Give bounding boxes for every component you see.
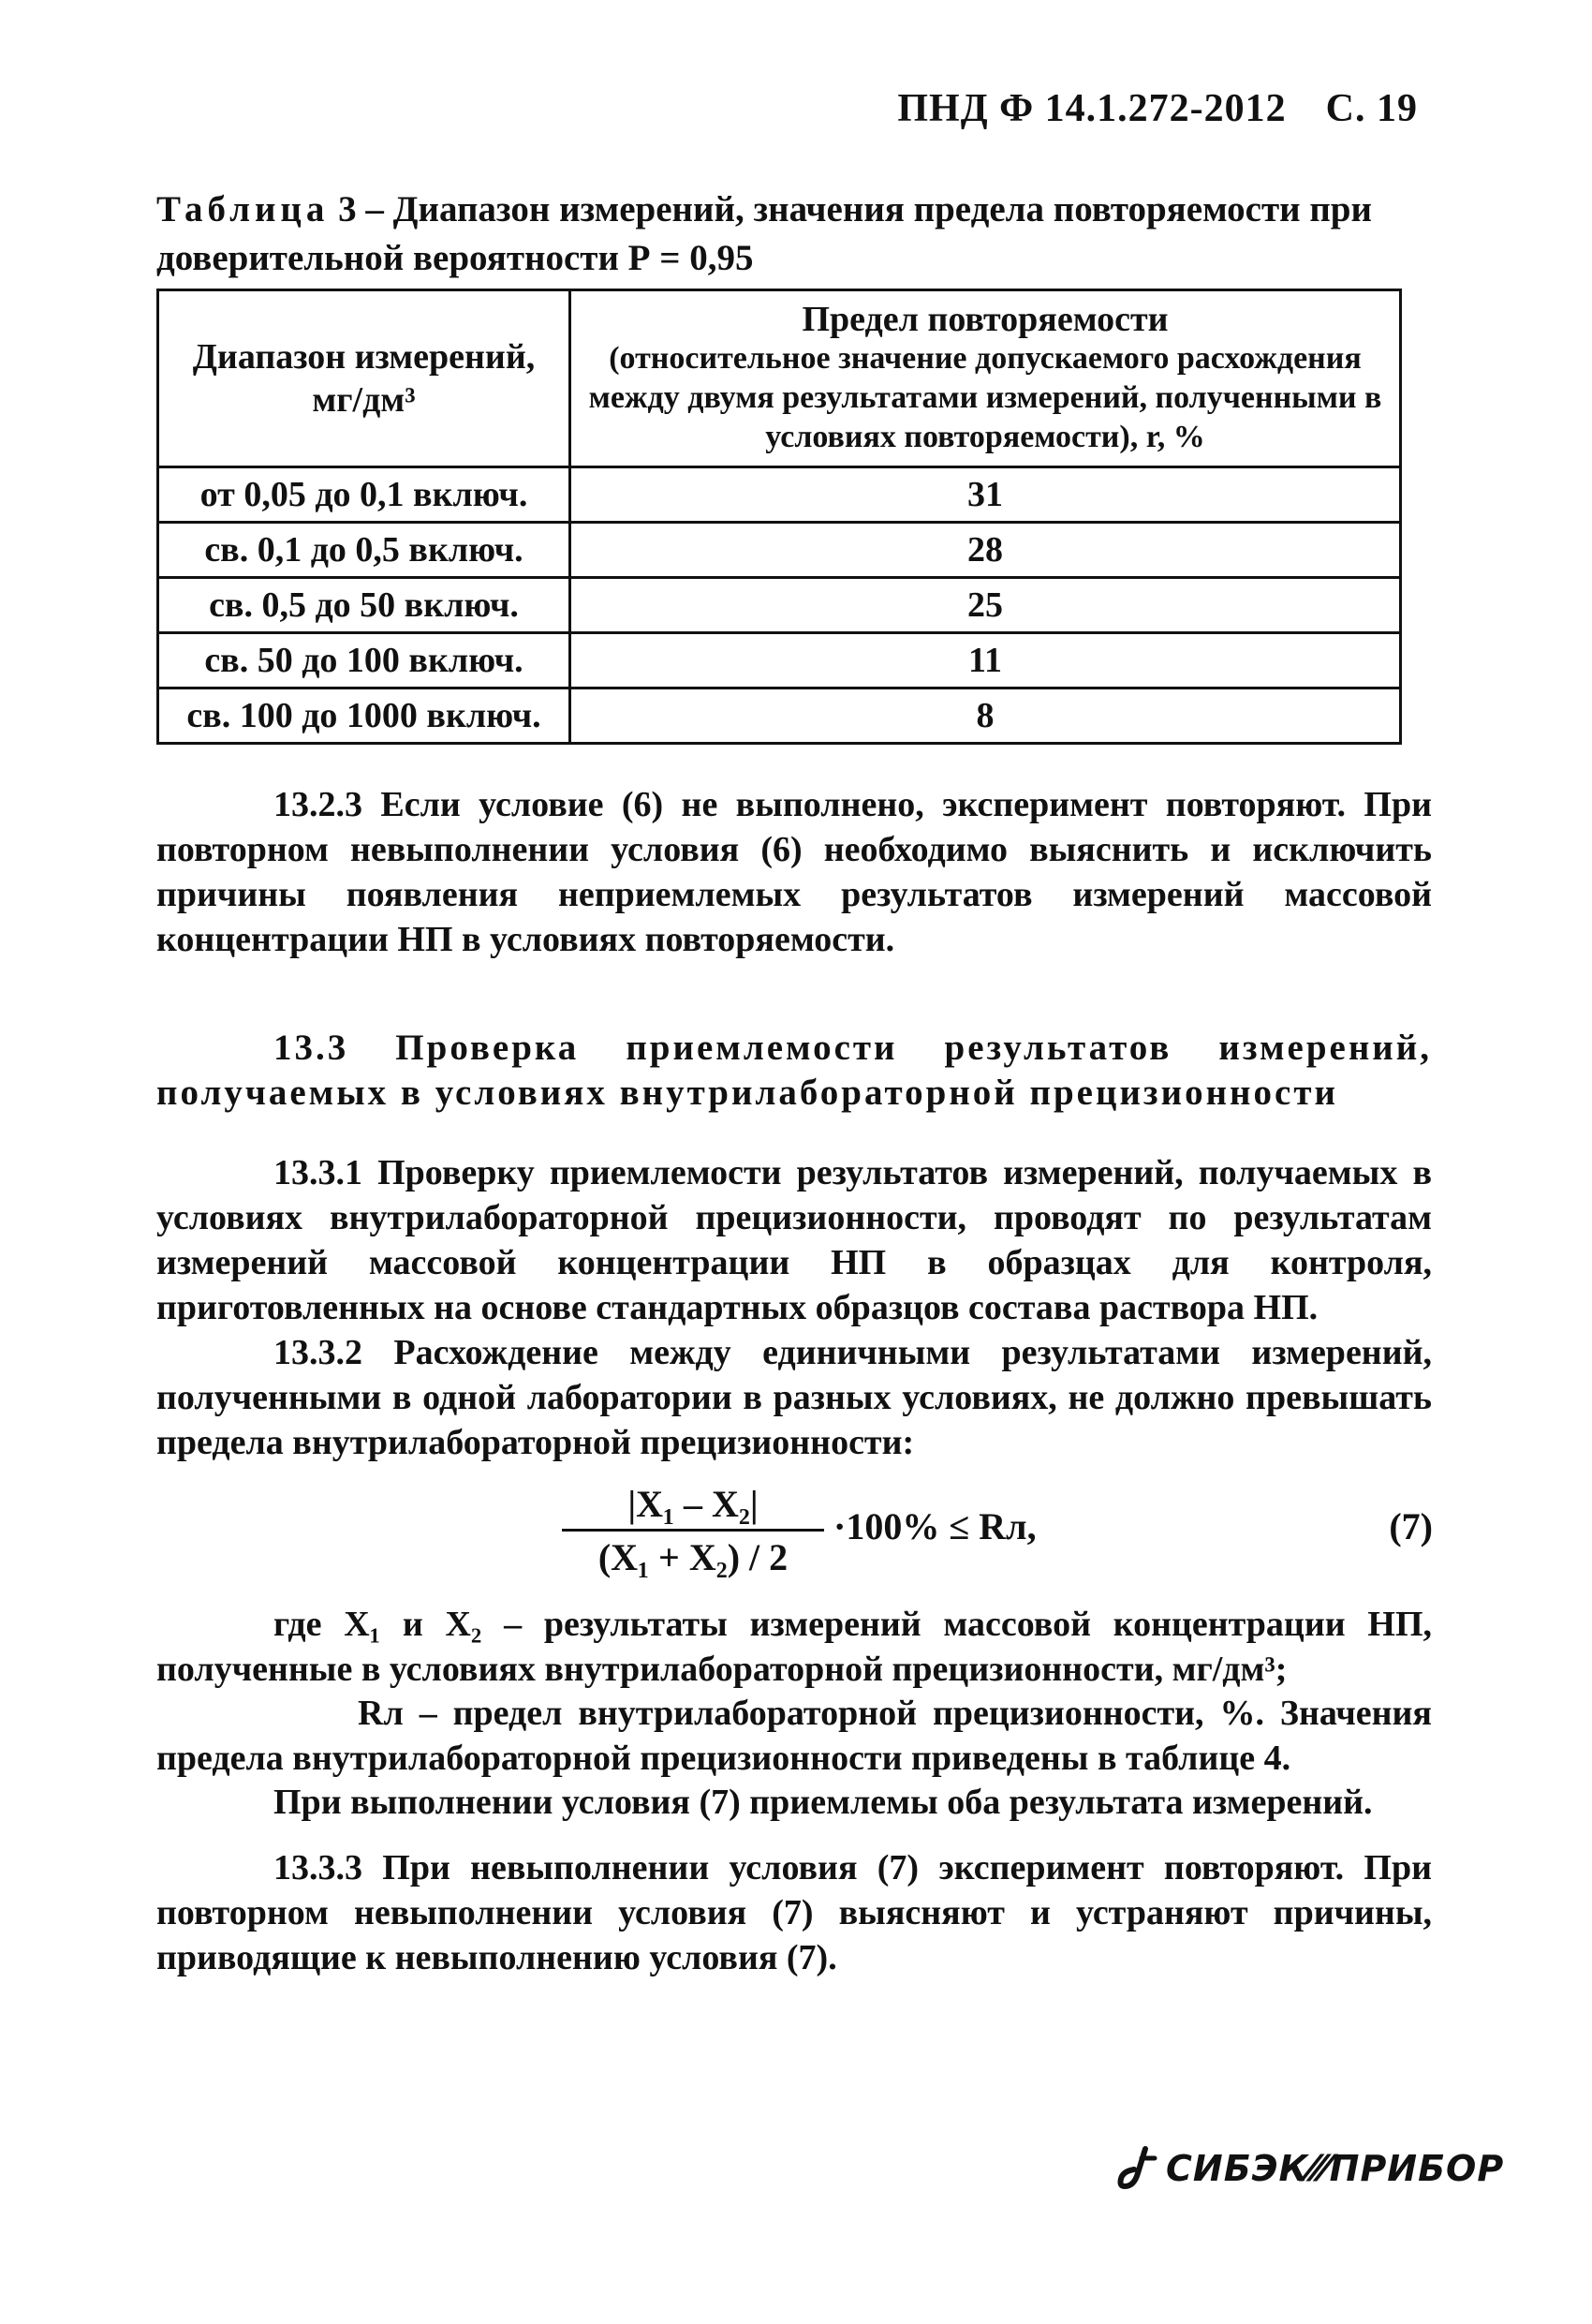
repeatability-table bbox=[156, 289, 1402, 745]
table-caption-text: 3 – Диапазон измерений, значения предела повторяемости при доверительной вероятности Р = 0,95 bbox=[156, 189, 1372, 278]
section-heading-13-3: 13.3 Проверка приемлемости результатов измерений, получаемых в условиях внутрилабораторной прецизионности bbox=[156, 1028, 1432, 1113]
paragraph-13-3-3: 13.3.3 При невыполнении условия (7) эксперимент повторяют. При повторном невыполнении условия (7) выясняют и устраняют причины, приводящие к невыполнению условия (7). bbox=[156, 1848, 1432, 1977]
col-header-range: Диапазон измерений, мг/дм³ bbox=[158, 290, 570, 467]
range-cell: от 0,05 до 0,1 включ. bbox=[158, 467, 570, 523]
range-cell: св. 0,1 до 0,5 включ. bbox=[158, 523, 570, 578]
range-cell: св. 0,5 до 50 включ. bbox=[158, 578, 570, 633]
table-row bbox=[158, 523, 1401, 578]
col-header-limit-title: Предел повторяемости bbox=[802, 300, 1169, 339]
where-definition-x: где X₁ и X₂ – результаты измерений массовой концентрации НП, полученные в условиях внутрилабораторной прецизионности, мг/дм³; bbox=[156, 1605, 1432, 1689]
logo-text: СИБЭК⁄⁄⁄ПРИБОР bbox=[1166, 2148, 1505, 2189]
table-row bbox=[158, 688, 1401, 744]
formula-numerator: |X₁ – X₂| bbox=[562, 1480, 824, 1532]
paragraph-13-3-1: 13.3.1 Проверку приемлемости результатов измерений, получаемых в условиях внутрилабораторной прецизионности, проводят по результатам измерений массовой концентрации НП в образцах для контроля, приготовленных на основе стандартных образцов состава раствора НП. bbox=[156, 1153, 1432, 1327]
formula-fraction bbox=[562, 1480, 824, 1580]
formula-denominator: (X₁ + X₂) / 2 bbox=[597, 1536, 789, 1578]
formula-rest: ·100% ≤ Rл, bbox=[833, 1505, 1037, 1547]
value-cell: 31 bbox=[570, 467, 1401, 523]
table-row bbox=[158, 633, 1401, 688]
formula-number: (7) bbox=[1389, 1505, 1433, 1547]
table-row bbox=[158, 467, 1401, 523]
page-number: С. 19 bbox=[1325, 87, 1418, 130]
logo-mark-icon bbox=[1117, 2145, 1160, 2192]
formula-7 bbox=[562, 1480, 1433, 1583]
table-row bbox=[158, 578, 1401, 633]
document-code: ПНД Ф 14.1.272-2012 bbox=[897, 87, 1287, 130]
col-header-limit-body: (относительное значение допускаемого расхождения между двумя результатами измерений, полученными в условиях повторяемости), r, % bbox=[588, 341, 1382, 454]
table-header-row bbox=[158, 290, 1401, 467]
table-caption-label: Таблица bbox=[156, 189, 330, 229]
value-cell: 8 bbox=[570, 688, 1401, 744]
col-header-limit bbox=[570, 290, 1401, 467]
where-definition-r: Rл – предел внутрилабораторной прецизионности, %. Значения предела внутрилабораторной прецизионности приведены в таблице 4. bbox=[156, 1694, 1432, 1778]
value-cell: 28 bbox=[570, 523, 1401, 578]
paragraph-acceptance: При выполнении условия (7) приемлемы оба результата измерений. bbox=[273, 1783, 1373, 1822]
table-caption bbox=[156, 185, 1421, 283]
paragraph-13-2-3: 13.2.3 Если условие (6) не выполнено, эксперимент повторяют. При повторном невыполнении условия (6) необходимо выяснить и исключить причины появления неприемлемых результатов измерений массовой концентрации НП в условиях повторяемости. bbox=[156, 785, 1432, 959]
range-cell: св. 100 до 1000 включ. bbox=[158, 688, 570, 744]
value-cell: 25 bbox=[570, 578, 1401, 633]
range-cell: св. 50 до 100 включ. bbox=[158, 633, 570, 688]
page-header bbox=[897, 86, 1418, 131]
publisher-logo bbox=[1117, 2145, 1504, 2192]
value-cell: 11 bbox=[570, 633, 1401, 688]
paragraph-13-3-2: 13.3.2 Расхождение между единичными результатами измерений, полученными в одной лаборатории в разных условиях, не должно превышать предела внутрилабораторной прецизионности: bbox=[156, 1333, 1432, 1462]
